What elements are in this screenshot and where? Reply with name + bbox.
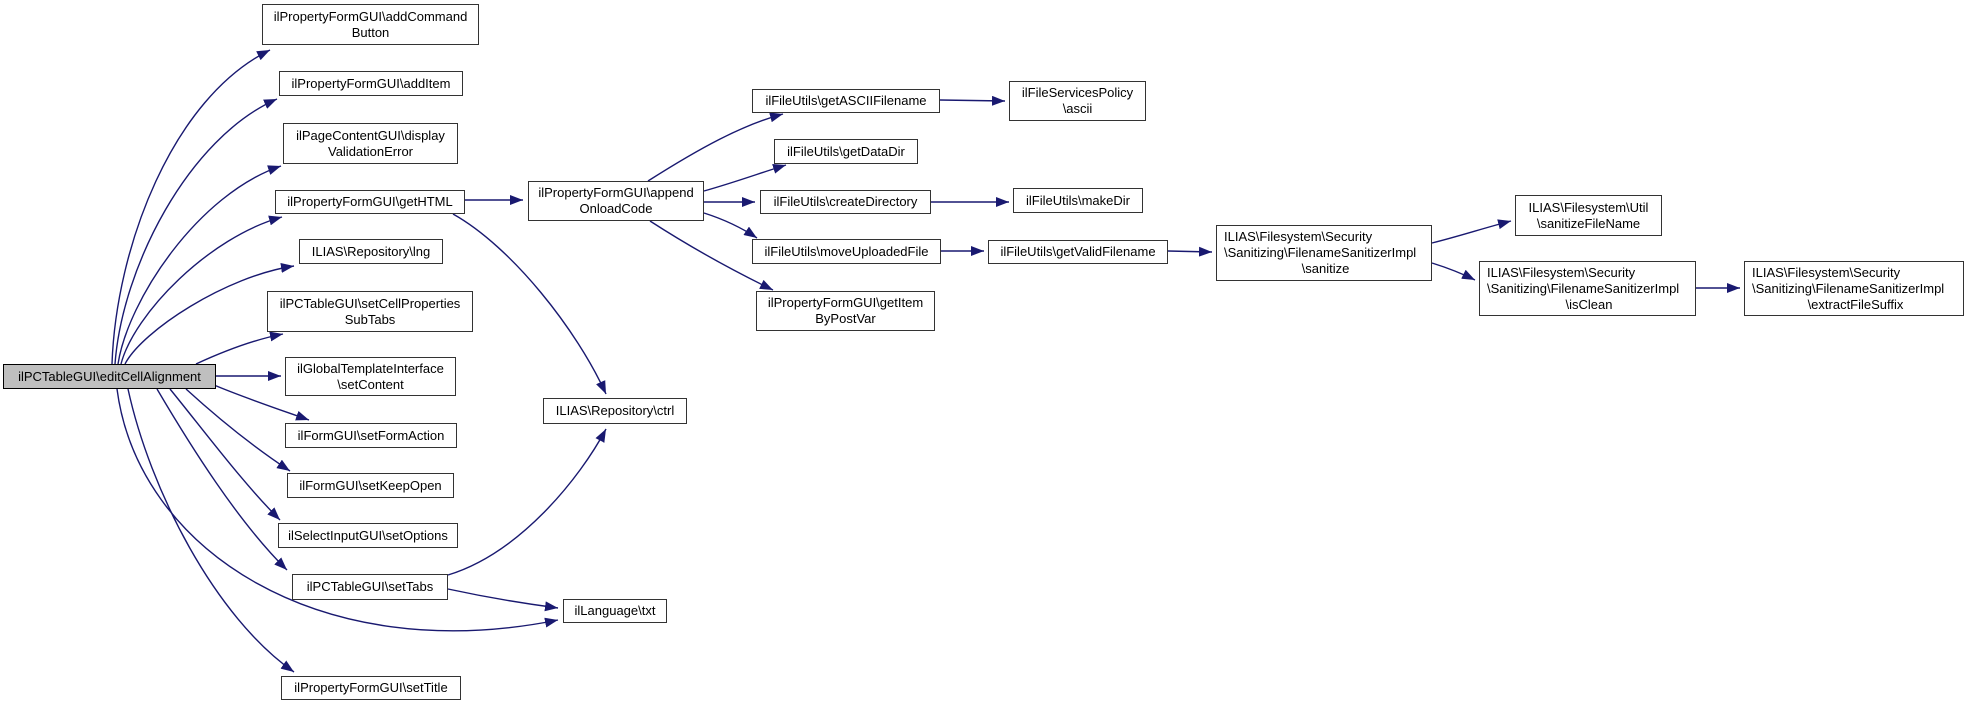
graph-node-label: \sanitize [1301,261,1350,276]
graph-node-setContent[interactable] [285,357,456,396]
graph-node-displayValidationError[interactable] [283,123,458,164]
graph-node-label: ilPCTableGUI\setCellProperties [279,295,461,311]
graph-node-label: ilPropertyFormGUI\addItem [291,75,451,91]
graph-node-getHTML[interactable] [275,190,465,214]
graph-node-label: ilLanguage\txt [574,603,656,618]
graph-node-label: ilFileServicesPolicy [1021,85,1134,100]
graph-node-label: ilFormGUI\setKeepOpen [299,477,442,493]
graph-node-ascii[interactable] [1009,81,1146,121]
graph-edge-editCellAlignment-to-addCommandButton [112,50,270,364]
graph-node-label: ilFormGUI\setFormAction [297,427,445,443]
graph-edge-appendOnloadCode-to-getDataDir [704,165,786,191]
graph-edge-setTabs-to-ctrl [448,429,606,575]
graph-node-label: \extractFileSuffix [1807,296,1904,312]
graph-node-label: \setContent [337,376,404,392]
graph-node-setTabs[interactable] [292,574,448,600]
graph-node-txt[interactable] [563,599,667,623]
graph-edge-appendOnloadCode-to-getASCIIFilename [648,114,783,181]
graph-node-label: ILIAS\Filesystem\Security [1487,264,1636,280]
graph-node-moveUploadedFile[interactable] [752,239,941,264]
graph-node-label: ilFileUtils\createDirectory [773,194,918,209]
graph-edge-editCellAlignment-to-setTabs [157,389,287,570]
graph-node-label: ilPCTableGUI\editCellAlignment [18,368,201,384]
graph-node-makeDir[interactable] [1013,188,1143,213]
graph-node-label: ilFileUtils\makeDir [1025,192,1130,208]
graph-node-label: ILIAS\Filesystem\Util [1528,199,1649,215]
graph-node-setTitle[interactable] [281,676,461,700]
graph-node-getItemByPostVar[interactable] [756,291,935,331]
graph-node-label: ilPropertyFormGUI\getItem [767,295,924,310]
graph-node-label: ByPostVar [815,311,876,326]
graph-node-label: ILIAS\Filesystem\Security [1224,229,1373,244]
graph-edge-editCellAlignment-to-setKeepOpen [186,389,290,471]
graph-node-label: \Sanitizing\FilenameSanitizerImpl [1224,245,1417,260]
graph-edge-editCellAlignment-to-setTitle [128,389,294,672]
graph-node-setOptions[interactable] [278,523,458,548]
graph-node-addCommandButton[interactable] [262,4,479,45]
graph-node-label: OnloadCode [579,201,653,216]
graph-edge-editCellAlignment-to-setOptions [170,389,280,520]
graph-edge-sanitize-to-sanitizeFileName [1432,221,1511,243]
graph-node-label: ILIAS\Filesystem\Security [1752,264,1901,280]
graph-node-getDataDir[interactable] [774,139,918,164]
graph-node-label: ilPageContentGUI\display [296,127,445,143]
graph-node-label: ilFileUtils\getDataDir [787,143,905,159]
graph-node-label: ilFileUtils\moveUploadedFile [764,243,929,259]
graph-node-label: ilPropertyFormGUI\getHTML [287,194,453,209]
graph-edge-getValidFilename-to-sanitize [1168,251,1212,252]
graph-edge-editCellAlignment-to-getHTML [121,217,282,364]
graph-node-editCellAlignment[interactable] [3,364,216,389]
graph-node-label: ilSelectInputGUI\setOptions [288,527,448,543]
graph-node-setKeepOpen[interactable] [287,473,454,498]
graph-node-label: ilPropertyFormGUI\append [538,185,694,200]
graph-node-sanitize[interactable] [1216,225,1432,281]
graph-node-createDirectory[interactable] [760,190,931,214]
graph-node-getValidFilename[interactable] [988,240,1168,264]
graph-node-sanitizeFileName[interactable] [1515,195,1662,236]
graph-node-label: \Sanitizing\FilenameSanitizerImpl [1487,280,1680,296]
graph-edge-appendOnloadCode-to-moveUploadedFile [704,213,757,238]
graph-edge-getASCIIFilename-to-ascii [940,100,1005,101]
graph-edge-sanitize-to-isClean [1432,263,1475,280]
graph-node-ctrl[interactable] [543,398,687,424]
graph-node-label: ILIAS\Repository\lng [311,243,431,259]
graph-node-label: \sanitizeFileName [1536,215,1641,231]
graph-node-setFormAction[interactable] [285,423,457,448]
graph-edge-editCellAlignment-to-addItem [115,99,277,364]
graph-edge-setTabs-to-txt [448,589,558,608]
graph-node-label: \isClean [1565,296,1613,312]
graph-edge-editCellAlignment-to-setCellPropertiesSubTabs [196,334,283,364]
graph-node-label: ValidationError [327,143,414,159]
graph-node-label: ilPropertyFormGUI\addCommand [273,8,468,24]
graph-node-label: ilFileUtils\getASCIIFilename [765,93,927,108]
graph-node-extractFileSuffix[interactable] [1744,261,1964,316]
graph-node-label: ilPropertyFormGUI\setTitle [294,680,448,695]
graph-node-label: ILIAS\Repository\ctrl [555,403,675,418]
graph-node-setCellPropertiesSubTabs[interactable] [267,291,473,332]
graph-node-label: ilFileUtils\getValidFilename [1000,244,1156,259]
graph-node-isClean[interactable] [1479,261,1696,316]
graph-node-getASCIIFilename[interactable] [752,89,940,113]
graph-node-label: SubTabs [344,311,396,327]
graph-edge-getHTML-to-ctrl [453,214,606,394]
graph-node-label: \Sanitizing\FilenameSanitizerImpl [1752,280,1945,296]
graph-node-appendOnloadCode[interactable] [528,181,704,221]
graph-node-label: \ascii [1062,101,1093,116]
graph-node-addItem[interactable] [279,71,463,96]
graph-node-label: ilPCTableGUI\setTabs [306,579,434,594]
graph-node-label: ilGlobalTemplateInterface [297,360,444,376]
graph-node-lng[interactable] [299,239,443,264]
graph-node-label: Button [351,24,390,40]
graph-edge-editCellAlignment-to-displayValidationError [118,166,281,364]
